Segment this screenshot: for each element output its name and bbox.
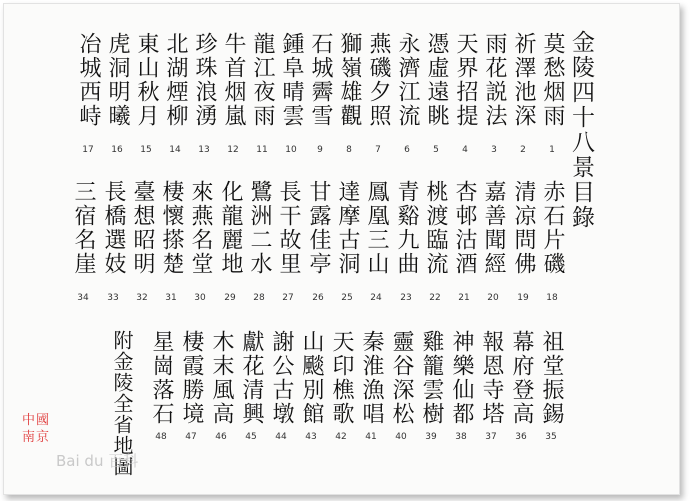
scene-name: 冶城西峙 — [76, 32, 101, 128]
scene-name: 獻花清興 — [239, 330, 264, 426]
scene-number: 44 — [275, 432, 287, 442]
scene-name: 長橋選妓 — [101, 180, 126, 276]
scene-name: 來燕名堂 — [188, 180, 213, 276]
scene-number: 33 — [107, 293, 119, 303]
scene-name: 鍾阜晴雲 — [279, 32, 304, 128]
scene-number: 43 — [305, 432, 317, 442]
scene-name: 清凉問佛 — [511, 180, 536, 276]
scene-name: 永濟江流 — [395, 32, 420, 128]
scene-number: 14 — [169, 145, 181, 155]
scene-name: 棲懷搽楚 — [159, 180, 184, 276]
scene-number: 3 — [491, 145, 497, 155]
scene-name: 幕府登高 — [509, 330, 534, 426]
scene-number: 6 — [404, 145, 410, 155]
scene-name: 桃渡臨流 — [423, 180, 448, 276]
scene-name: 東山秋月 — [134, 32, 159, 128]
scene-number: 24 — [370, 293, 382, 303]
scene-name: 三宿名崖 — [71, 180, 96, 276]
scene-number: 25 — [341, 293, 353, 303]
scene-name: 祈澤池深 — [511, 32, 536, 128]
scene-name: 鳳凰三山 — [364, 180, 389, 276]
nanjing-watermark — [22, 412, 50, 446]
scene-name: 天界招提 — [453, 32, 478, 128]
scene-number: 46 — [215, 432, 227, 442]
scene-number: 19 — [517, 293, 529, 303]
baidu-baike-logo — [56, 450, 138, 471]
scene-name: 燕磯夕照 — [366, 32, 391, 128]
scene-number: 10 — [285, 145, 297, 155]
scene-number: 21 — [458, 293, 470, 303]
scene-number: 32 — [136, 293, 148, 303]
scene-number: 36 — [515, 432, 527, 442]
scene-name: 憑虛遠眺 — [424, 32, 449, 128]
scene-name: 獅嶺雄觀 — [337, 32, 362, 128]
baidu-baike-logo-text: Bai du 百科 — [56, 452, 139, 470]
scene-number: 39 — [425, 432, 437, 442]
page-title: 金陵四十八景目錄 — [568, 30, 594, 230]
scene-name: 鷺洲二水 — [247, 180, 272, 276]
scene-number: 27 — [282, 293, 294, 303]
scene-name: 靈谷深松 — [389, 330, 414, 426]
scene-number: 37 — [485, 432, 497, 442]
scene-number: 17 — [82, 145, 94, 155]
scene-name: 牛首烟嵐 — [221, 32, 246, 128]
scene-number: 20 — [487, 293, 499, 303]
scene-name: 達摩古洞 — [335, 180, 360, 276]
scene-name: 北湖煙柳 — [163, 32, 188, 128]
scene-number: 48 — [155, 432, 167, 442]
scene-number: 13 — [198, 145, 210, 155]
scene-name: 珍珠浪湧 — [192, 32, 217, 128]
scene-number: 45 — [245, 432, 257, 442]
scene-name: 青谿九曲 — [394, 180, 419, 276]
scene-name: 龍江夜雨 — [250, 32, 275, 128]
scene-number: 2 — [520, 145, 526, 155]
scene-number: 40 — [395, 432, 407, 442]
scene-number: 5 — [433, 145, 439, 155]
scene-name: 星崗落石 — [149, 330, 174, 426]
scene-number: 31 — [165, 293, 177, 303]
scene-name: 莫愁烟雨 — [540, 32, 565, 128]
scene-number: 15 — [140, 145, 152, 155]
scene-name: 神樂仙都 — [449, 330, 474, 426]
scene-number: 1 — [549, 145, 555, 155]
scene-number: 26 — [312, 293, 324, 303]
scene-number: 29 — [224, 293, 236, 303]
scene-number: 23 — [400, 293, 412, 303]
scene-number: 7 — [375, 145, 381, 155]
scene-number: 22 — [429, 293, 441, 303]
scene-number: 41 — [365, 432, 377, 442]
scene-name: 木末風高 — [209, 330, 234, 426]
scene-name: 虎洞明曦 — [105, 32, 130, 128]
scene-name: 謝公古墩 — [269, 330, 294, 426]
scene-name: 化龍麗地 — [218, 180, 243, 276]
scene-name: 石城霽雪 — [308, 32, 333, 128]
scene-name: 秦淮漁唱 — [359, 330, 384, 426]
scene-name: 雞籠雲樹 — [419, 330, 444, 426]
nanjing-watermark-text: 中國南京 — [22, 413, 51, 445]
scene-name: 棲霞勝境 — [179, 330, 204, 426]
scene-name: 雨花説法 — [482, 32, 507, 128]
scene-name: 山颷別館 — [299, 330, 324, 426]
scene-number: 9 — [317, 145, 323, 155]
scene-number: 11 — [256, 145, 268, 155]
scene-name: 臺想昭明 — [130, 180, 155, 276]
scene-number: 16 — [111, 145, 123, 155]
scene-name: 報恩寺塔 — [479, 330, 504, 426]
scene-number: 12 — [227, 145, 239, 155]
scene-number: 47 — [185, 432, 197, 442]
scene-name: 嘉善聞經 — [481, 180, 506, 276]
scene-name: 天印樵歌 — [329, 330, 354, 426]
scene-name: 杏邨沽酒 — [452, 180, 477, 276]
scene-name: 祖堂振錫 — [539, 330, 564, 426]
scene-number: 28 — [253, 293, 265, 303]
scene-number: 35 — [545, 432, 557, 442]
scene-name: 甘露佳亭 — [306, 180, 331, 276]
scene-number: 30 — [194, 293, 206, 303]
appendix-map-note: 附金陵全省地圖 — [110, 330, 134, 477]
scene-name: 長干故里 — [276, 180, 301, 276]
scene-number: 8 — [346, 145, 352, 155]
scene-number: 18 — [546, 293, 558, 303]
scene-number: 4 — [462, 145, 468, 155]
scene-number: 38 — [455, 432, 467, 442]
scene-name: 赤石片磯 — [540, 180, 565, 276]
scene-number: 34 — [77, 293, 89, 303]
scene-number: 42 — [335, 432, 347, 442]
